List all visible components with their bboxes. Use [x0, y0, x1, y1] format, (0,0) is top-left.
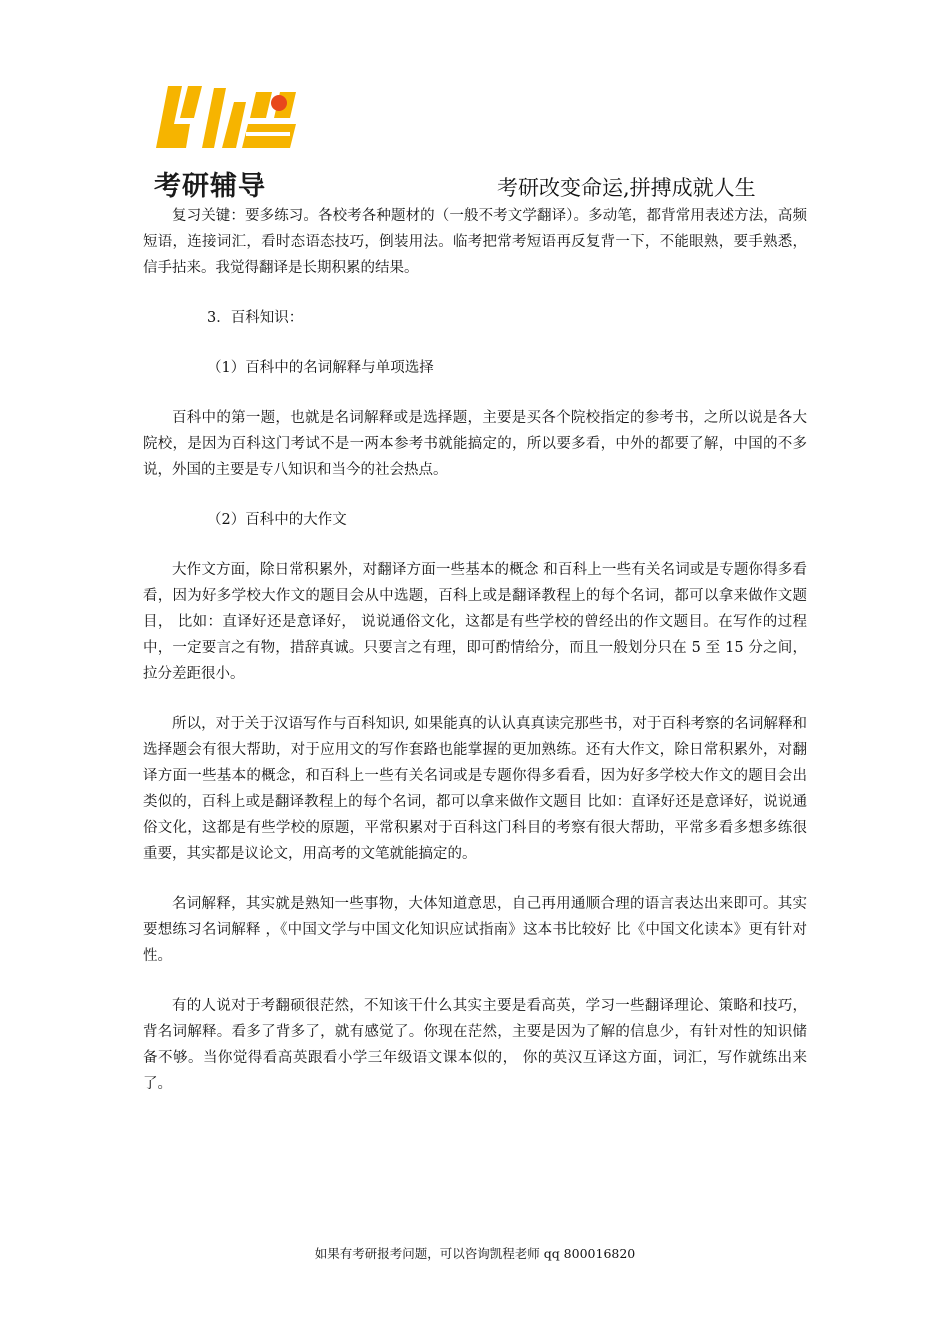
paragraph-summary: 所以，对于关于汉语写作与百科知识, 如果能真的认认真真读完那些书，对于百科考察的名词解释和选择题会有很大帮助，对于应用文的写作套路也能掌握的更加熟练。还有大作文，除日常积累外，对翻译方面一些基本的概念，和百科上一些有关名词或是专题你得多看看，因为好多学校大作文的题目会出类似的，百科上或是翻译教程上的每个名词，都可以拿来做作文题目 比如：直译好还是意译好，说说通俗文化，这都是有些学校的原题，平常积累对于百科这门科目的考察有很大帮助，平常多看多想多练很重要，其实都是议论文，用高考的文笔就能搞定的。 [143, 716, 807, 862]
subsection-heading-essay: （2）百科中的大作文 [207, 512, 347, 528]
paragraph-essay: 大作文方面，除日常积累外，对翻译方面一些基本的概念 和百科上一些有关名词或是专题你得多看看，因为好多学校大作文的题目会从中选题，百科上或是翻译教程上的每个名词，都可以拿来做作文题目， 比如：直译好还是意译好， 说说通俗文化，这都是有些学校的曾经出的作文题目。在写作的过程中，一定要言之有物，措辞真诚。只要言之有理，即可酌情给分，而且一般划分只在 5 至 15 分之间，拉分差距很小。 [143, 562, 807, 682]
section-heading-encyclopedia: 3．百科知识： [207, 310, 304, 326]
paragraph-translation-tips: 复习关键：要多练习。各校考各种题材的（一般不考文学翻译）。多动笔，都背常用表述方法，高频短语，连接词汇，看时态语态技巧，倒装用法。临考把常考短语再反复背一下，不能眼熟，要手熟悉，信手拈来。我觉得翻译是长期积累的结果。 [143, 208, 807, 276]
logo-subtitle: 考研辅导 [154, 171, 266, 202]
paragraph-advice: 有的人说对于考翻硕很茫然，不知该干什么其实主要是看高英，学习一些翻译理论、策略和技巧，背名词解释。看多了背多了，就有感觉了。你现在茫然，主要是因为了解的信息少，有针对性的知识储备不够。当你觉得看高英跟看小学三年级语文课本似的， 你的英汉互译这方面，词汇，写作就练出来了。 [143, 998, 807, 1092]
paragraph-terms: 百科中的第一题，也就是名词解释或是选择题，主要是买各个院校指定的参考书，之所以说是各大院校，是因为百科这门考试不是一两本参考书就能搞定的，所以要多看，中外的都要了解，中国的不多说，外国的主要是专八知识和当今的社会热点。 [143, 410, 807, 478]
page-footer: 如果有考研报考问题，可以咨询凯程老师 qq 800016820 [314, 1246, 636, 1261]
header-slogan: 考研改变命运,拼搏成就人生 [497, 176, 756, 200]
paragraph-term-explanation: 名词解释，其实就是熟知一些事物，大体知道意思，自己再用通顺合理的语言表达出来即可。其实要想练习名词解释 ，《中国文学与中国文化知识应试指南》这本书比较好 比《中国文化读本》更有针对性。 [143, 896, 807, 964]
kaicheng-logo [150, 78, 300, 202]
document-body [143, 203, 807, 1121]
subsection-heading-terms: （1）百科中的名词解释与单项选择 [207, 360, 434, 376]
logo-mark [150, 78, 300, 162]
logo-accent-dot [271, 95, 287, 111]
